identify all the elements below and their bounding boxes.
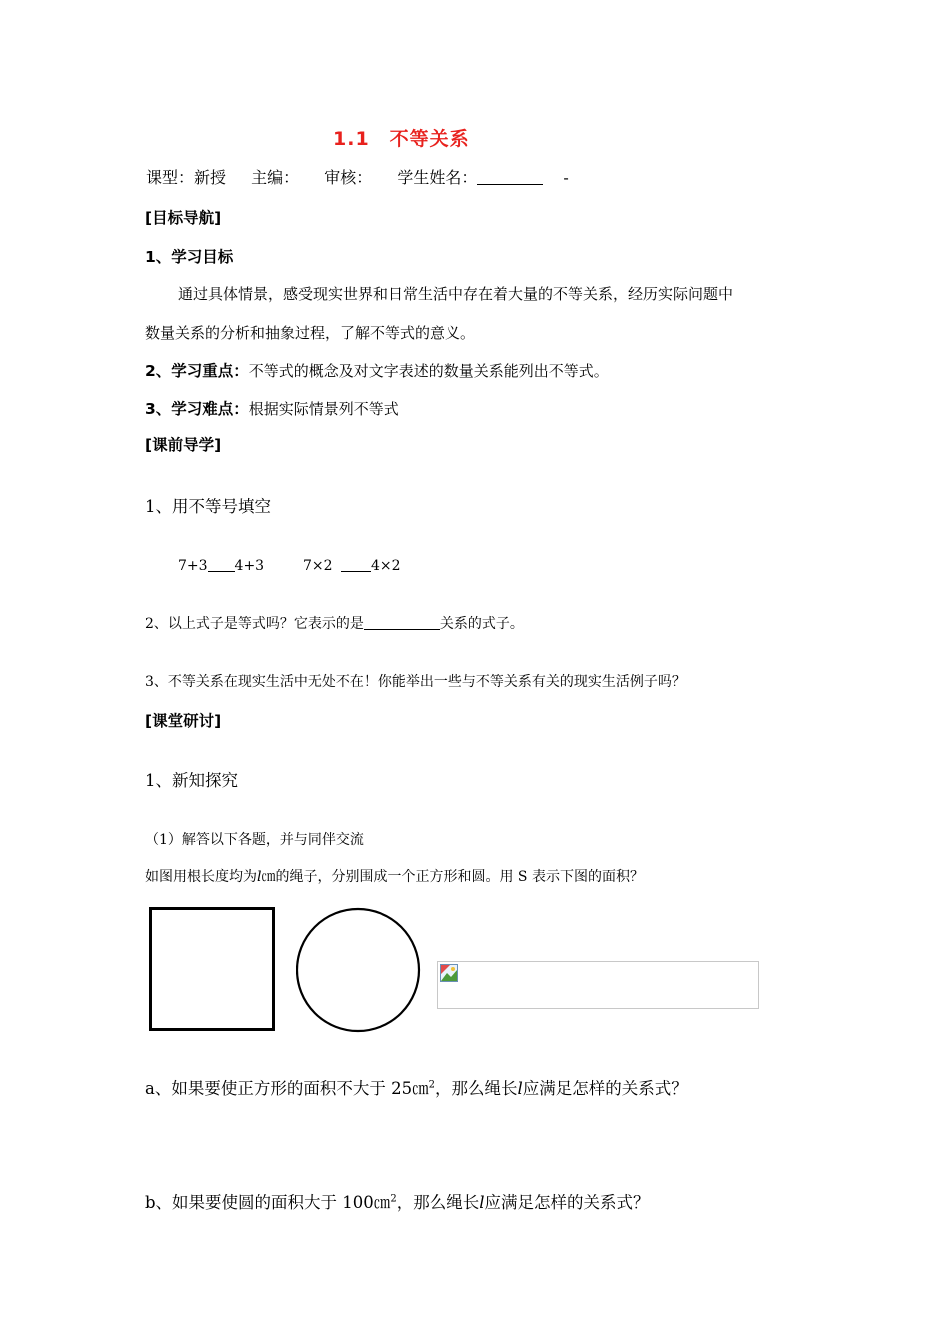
class-header: [课堂研讨] (145, 712, 222, 730)
qb-c: 应满足怎样的关系式？ (484, 1193, 650, 1212)
circle-figure (296, 907, 424, 1035)
goal3 (145, 397, 399, 419)
broken-image-icon (440, 964, 458, 982)
pre-q2-a: 2、以上式子是等式吗？它表示的是 (145, 616, 364, 632)
student-name-label: 学生姓名： (397, 168, 478, 187)
class-text-b: ㎝的绳子，分别围成一个正方形和圆。用 S 表示下图的面积？ (261, 869, 644, 885)
expr2-right: 4×2 (371, 558, 401, 574)
qa-c: 应满足怎样的关系式？ (522, 1079, 688, 1098)
expr1-left: 7+3 (178, 558, 208, 574)
qb-b: ，那么绳长 (396, 1193, 480, 1212)
qa-l: l (517, 1079, 523, 1098)
pre-q2-blank[interactable] (364, 613, 440, 630)
lesson-author: 主编： (251, 168, 300, 187)
class-sub1: （1）解答以下各题，并与同伴交流 (145, 832, 364, 848)
goal3-text: 根据实际情景列不等式 (248, 400, 399, 418)
pre-q2-b: 关系的式子。 (439, 616, 524, 632)
question-a (145, 1075, 688, 1099)
question-b (145, 1189, 649, 1213)
class-text (145, 866, 644, 886)
broken-image-placeholder (437, 961, 759, 1009)
goal2-title: 2、学习重点： (145, 362, 249, 380)
class-q1: 1、新知探究 (145, 771, 238, 790)
goal1-text-line1: 通过具体情景，感受现实世界和日常生活中存在着大量的不等关系，经历实际问题中 (178, 285, 734, 303)
lesson-review: 审核： (324, 168, 373, 187)
qa-b: ，那么绳长 (434, 1079, 518, 1098)
class-text-a: 如图用根长度均为 (145, 869, 257, 885)
goals-header: [目标导航] (145, 209, 222, 227)
expr1-blank[interactable] (208, 555, 235, 572)
goal2 (145, 359, 609, 381)
lesson-meta (146, 165, 589, 188)
qb-a: b、如果要使圆的面积大于 100㎝ (145, 1193, 391, 1212)
pre-q1: 1、用不等号填空 (145, 497, 271, 516)
pre-header: [课前导学] (145, 436, 222, 454)
goal3-title: 3、学习难点： (145, 400, 249, 418)
qa-sup: 2 (428, 1079, 435, 1091)
goal1-title: 1、学习目标 (145, 248, 234, 266)
student-name-blank[interactable] (477, 168, 543, 185)
qa-a: a、如果要使正方形的面积不大于 25㎝ (145, 1079, 429, 1098)
pre-expressions (178, 555, 401, 574)
pre-q2 (145, 613, 524, 633)
expr1-right: 4+3 (234, 558, 265, 574)
lesson-type: 课型：新授 (146, 168, 227, 187)
goal2-text: 不等式的概念及对文字表述的数量关系能列出不等式。 (248, 362, 609, 380)
qb-l: l (479, 1193, 485, 1212)
class-text-l: l (257, 869, 262, 885)
square-figure (149, 907, 275, 1031)
expr2-left: 7×2 (303, 558, 333, 574)
qb-sup: 2 (390, 1193, 397, 1205)
pre-q3: 3、不等关系在现实生活中无处不在！你能举出一些与不等关系有关的现实生活例子吗？ (145, 674, 686, 690)
expr2-blank[interactable] (341, 555, 371, 572)
student-suffix: - (563, 168, 569, 187)
page-title: 1.1 不等关系 (333, 128, 470, 150)
goal1-text-line2: 数量关系的分析和抽象过程，了解不等式的意义。 (145, 324, 476, 342)
